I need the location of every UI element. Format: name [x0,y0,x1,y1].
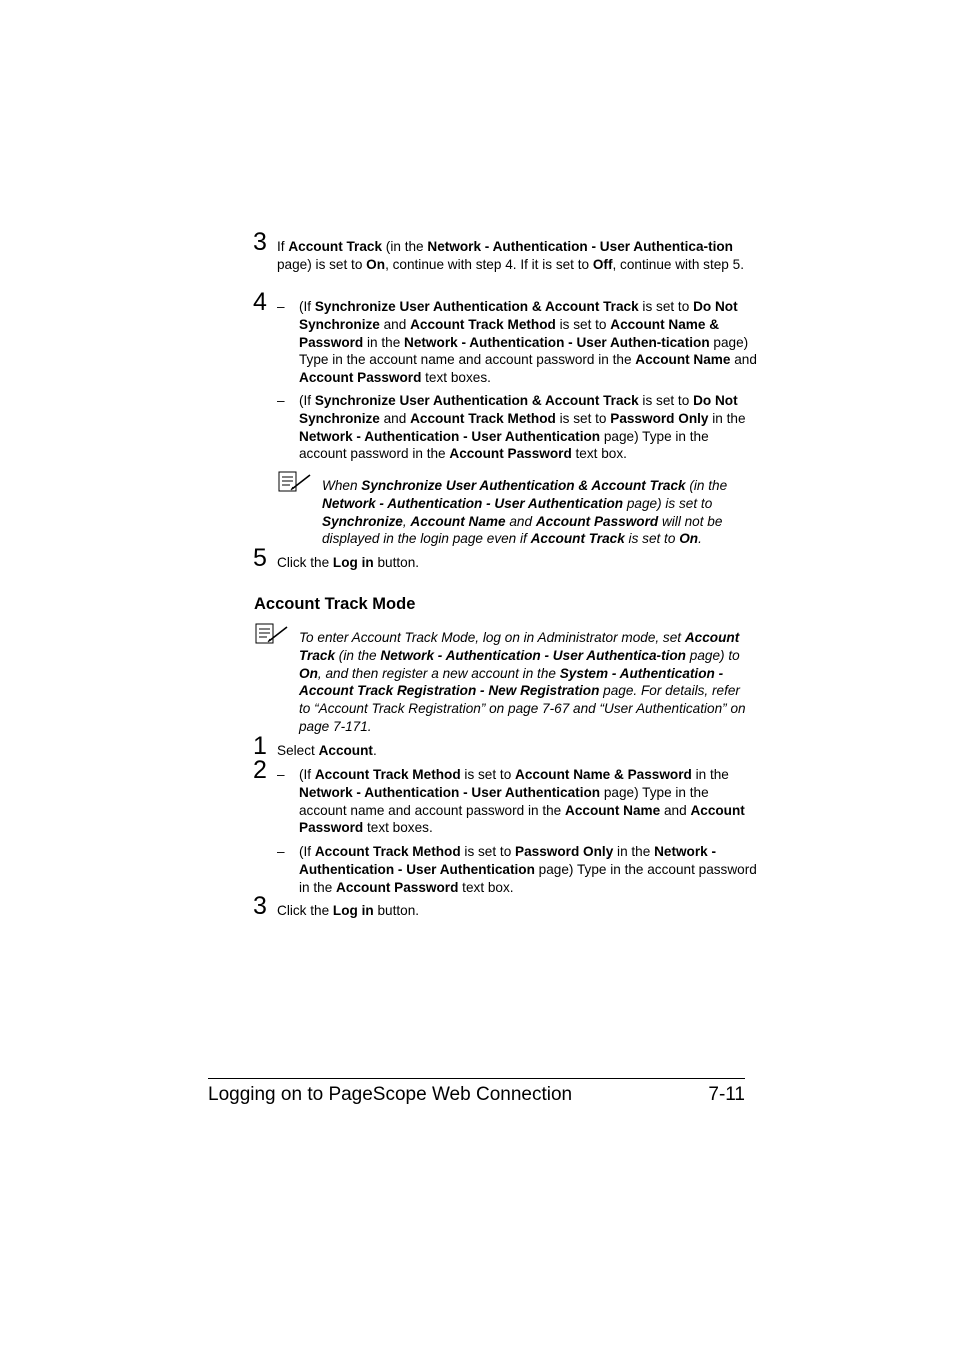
step-number: 2 [253,756,267,784]
footer-title: Logging on to PageScope Web Connection [208,1084,573,1105]
dash-item-account-name-password: – (If Account Track Method is set to Account Name & Password in the Network - Authentication - User Authentication page) Type in the account name and account password in the Account Name and Account Password text boxes. [277,767,745,836]
step-number: 4 [253,288,267,316]
dash-item-account-name-password: – (If Synchronize User Authentication & Account Track is set to Do Not Synchronize and Account Track Method is set to Account Name & Password in the Network - Authentication - User Authen-tication page) Type in the account name and account password in the Account Name and Account Password text boxes. [277,299,757,386]
step-text: Select Account. [277,743,377,758]
note-pencil-icon [278,471,312,493]
dash-item-password-only: – (If Synchronize User Authentication & Account Track is set to Do Not Synchronize and Account Track Method is set to Password Only in the Network - Authentication - User Authentication page) Type in the account password in the Account Password text box. [277,393,746,462]
section-title: Account Track Mode [254,595,416,613]
note-pencil-icon [255,623,289,645]
footer-rule [208,1078,745,1079]
step-number: 3 [253,892,267,920]
dash-item-password-only: – (If Account Track Method is set to Password Only in the Network - Authentication - User Authentication page) Type in the account password in the Account Password text box. [277,844,757,895]
step-text: Click the Log in button. [277,555,420,570]
step-number: 3 [253,228,267,256]
page-number: 7-11 [708,1084,745,1105]
step-number: 5 [253,544,267,572]
note-text: When Synchronize User Authentication & Account Track (in the Network - Authentication - User Authentication page) is set to Synchronize, Account Name and Account Password will not be displayed in the login page even if Account Track is set to On. [322,478,728,547]
step-number: 1 [253,732,267,760]
step-text: If Account Track (in the Network - Authentication - User Authentica-tion page) is set to On, continue with step 4. If it is set to Off, continue with step 5. [277,239,744,272]
step-text: Click the Log in button. [277,903,420,918]
note-text: To enter Account Track Mode, log on in Administrator mode, set Account Track (in the Network - Authentication - User Authentica-tion page) to On, and then register a new account in the System - Authentication - Account Track Registration - New Registration page. For details, refer to “Account Track Registration” on page 7-67 and “User Authentication” on page 7-171. [299,630,746,734]
